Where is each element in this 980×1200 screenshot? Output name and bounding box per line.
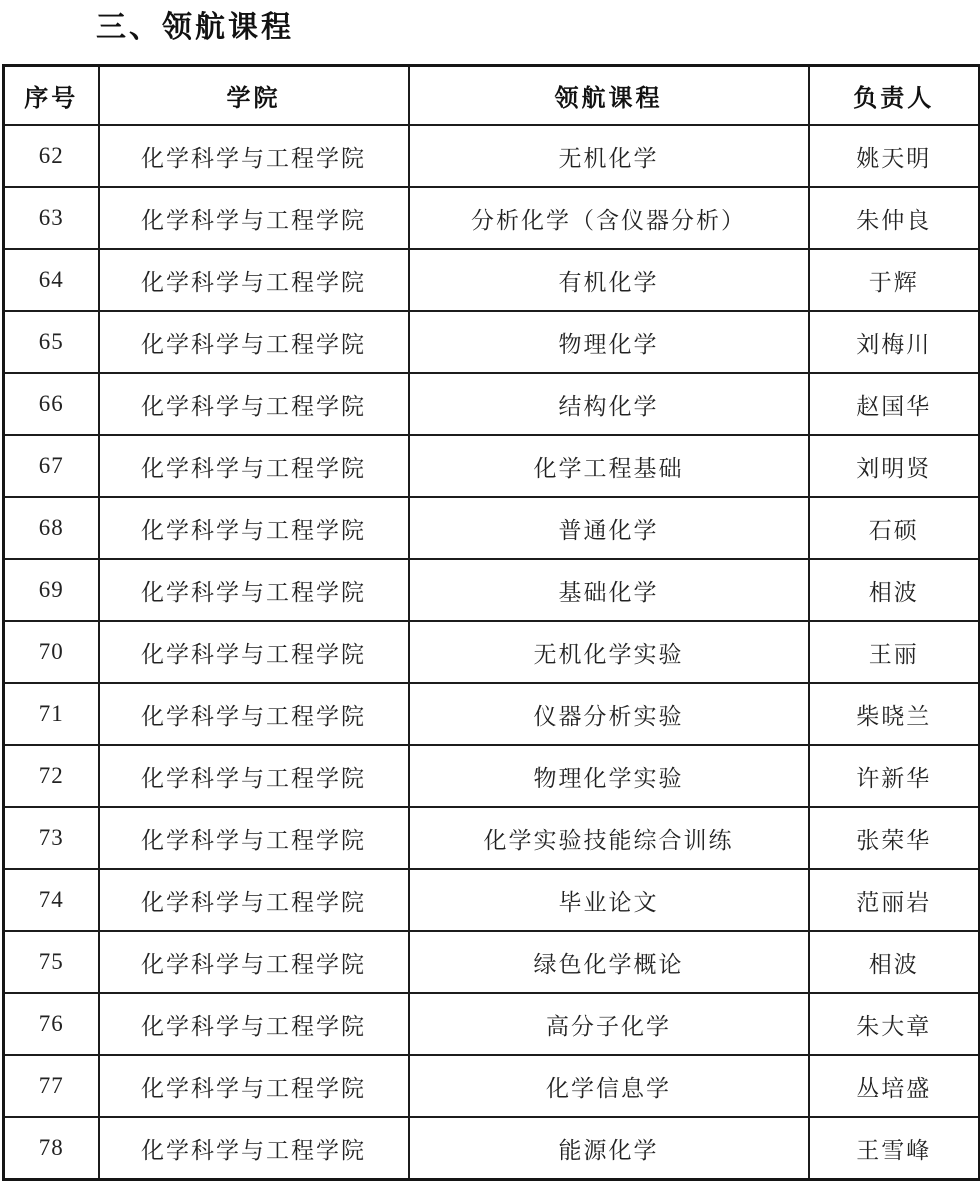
cell-no: 78 [4, 1117, 99, 1180]
table-row [4, 993, 980, 1055]
cell-course: 普通化学 [409, 497, 809, 559]
cell-leader: 王丽 [809, 621, 980, 683]
cell-no: 64 [4, 249, 99, 311]
cell-college: 化学科学与工程学院 [99, 869, 409, 931]
cell-course: 无机化学实验 [409, 621, 809, 683]
cell-no: 69 [4, 559, 99, 621]
cell-no: 65 [4, 311, 99, 373]
cell-leader: 刘明贤 [809, 435, 980, 497]
cell-college: 化学科学与工程学院 [99, 311, 409, 373]
cell-course: 绿色化学概论 [409, 931, 809, 993]
cell-course: 分析化学（含仪器分析） [409, 187, 809, 249]
cell-leader: 许新华 [809, 745, 980, 807]
header-cell-no: 序号 [4, 66, 99, 126]
cell-college: 化学科学与工程学院 [99, 993, 409, 1055]
table-row [4, 497, 980, 559]
cell-college: 化学科学与工程学院 [99, 683, 409, 745]
cell-course: 毕业论文 [409, 869, 809, 931]
cell-leader: 朱仲良 [809, 187, 980, 249]
cell-college: 化学科学与工程学院 [99, 1055, 409, 1117]
cell-leader: 相波 [809, 559, 980, 621]
cell-course: 物理化学实验 [409, 745, 809, 807]
cell-course: 能源化学 [409, 1117, 809, 1180]
cell-no: 67 [4, 435, 99, 497]
table-row [4, 559, 980, 621]
cell-course: 结构化学 [409, 373, 809, 435]
table-row [4, 683, 980, 745]
cell-no: 66 [4, 373, 99, 435]
cell-college: 化学科学与工程学院 [99, 745, 409, 807]
cell-college: 化学科学与工程学院 [99, 621, 409, 683]
cell-college: 化学科学与工程学院 [99, 187, 409, 249]
cell-course: 无机化学 [409, 125, 809, 187]
table-row [4, 931, 980, 993]
cell-no: 70 [4, 621, 99, 683]
cell-leader: 赵国华 [809, 373, 980, 435]
cell-course: 化学实验技能综合训练 [409, 807, 809, 869]
cell-college: 化学科学与工程学院 [99, 125, 409, 187]
cell-leader: 于辉 [809, 249, 980, 311]
cell-no: 74 [4, 869, 99, 931]
cell-no: 75 [4, 931, 99, 993]
header-cell-course: 领航课程 [409, 66, 809, 126]
table-row [4, 125, 980, 187]
cell-course: 化学工程基础 [409, 435, 809, 497]
cell-no: 62 [4, 125, 99, 187]
cell-no: 72 [4, 745, 99, 807]
cell-no: 77 [4, 1055, 99, 1117]
cell-college: 化学科学与工程学院 [99, 249, 409, 311]
cell-leader: 柴晓兰 [809, 683, 980, 745]
cell-leader: 丛培盛 [809, 1055, 980, 1117]
cell-course: 高分子化学 [409, 993, 809, 1055]
table-row [4, 745, 980, 807]
cell-college: 化学科学与工程学院 [99, 435, 409, 497]
cell-no: 68 [4, 497, 99, 559]
cell-no: 76 [4, 993, 99, 1055]
cell-leader: 张荣华 [809, 807, 980, 869]
table-row [4, 1055, 980, 1117]
table-row [4, 249, 980, 311]
table-header-row [4, 66, 980, 126]
table-row [4, 311, 980, 373]
cell-college: 化学科学与工程学院 [99, 931, 409, 993]
cell-course: 有机化学 [409, 249, 809, 311]
cell-leader: 姚天明 [809, 125, 980, 187]
cell-leader: 王雪峰 [809, 1117, 980, 1180]
cell-course: 仪器分析实验 [409, 683, 809, 745]
courses-table [2, 64, 980, 1181]
table-row [4, 187, 980, 249]
cell-leader: 刘梅川 [809, 311, 980, 373]
cell-leader: 石硕 [809, 497, 980, 559]
table-row [4, 807, 980, 869]
section-title: 三、领航课程 [96, 11, 294, 44]
table-row [4, 1117, 980, 1180]
header-cell-leader: 负责人 [809, 66, 980, 126]
cell-no: 73 [4, 807, 99, 869]
cell-leader: 相波 [809, 931, 980, 993]
cell-college: 化学科学与工程学院 [99, 373, 409, 435]
cell-college: 化学科学与工程学院 [99, 1117, 409, 1180]
cell-course: 化学信息学 [409, 1055, 809, 1117]
cell-college: 化学科学与工程学院 [99, 497, 409, 559]
cell-leader: 范丽岩 [809, 869, 980, 931]
table-row [4, 435, 980, 497]
cell-course: 物理化学 [409, 311, 809, 373]
table-row [4, 869, 980, 931]
cell-no: 63 [4, 187, 99, 249]
table-row [4, 621, 980, 683]
cell-leader: 朱大章 [809, 993, 980, 1055]
header-cell-college: 学院 [99, 66, 409, 126]
cell-college: 化学科学与工程学院 [99, 807, 409, 869]
cell-no: 71 [4, 683, 99, 745]
cell-course: 基础化学 [409, 559, 809, 621]
cell-college: 化学科学与工程学院 [99, 559, 409, 621]
table-row [4, 373, 980, 435]
